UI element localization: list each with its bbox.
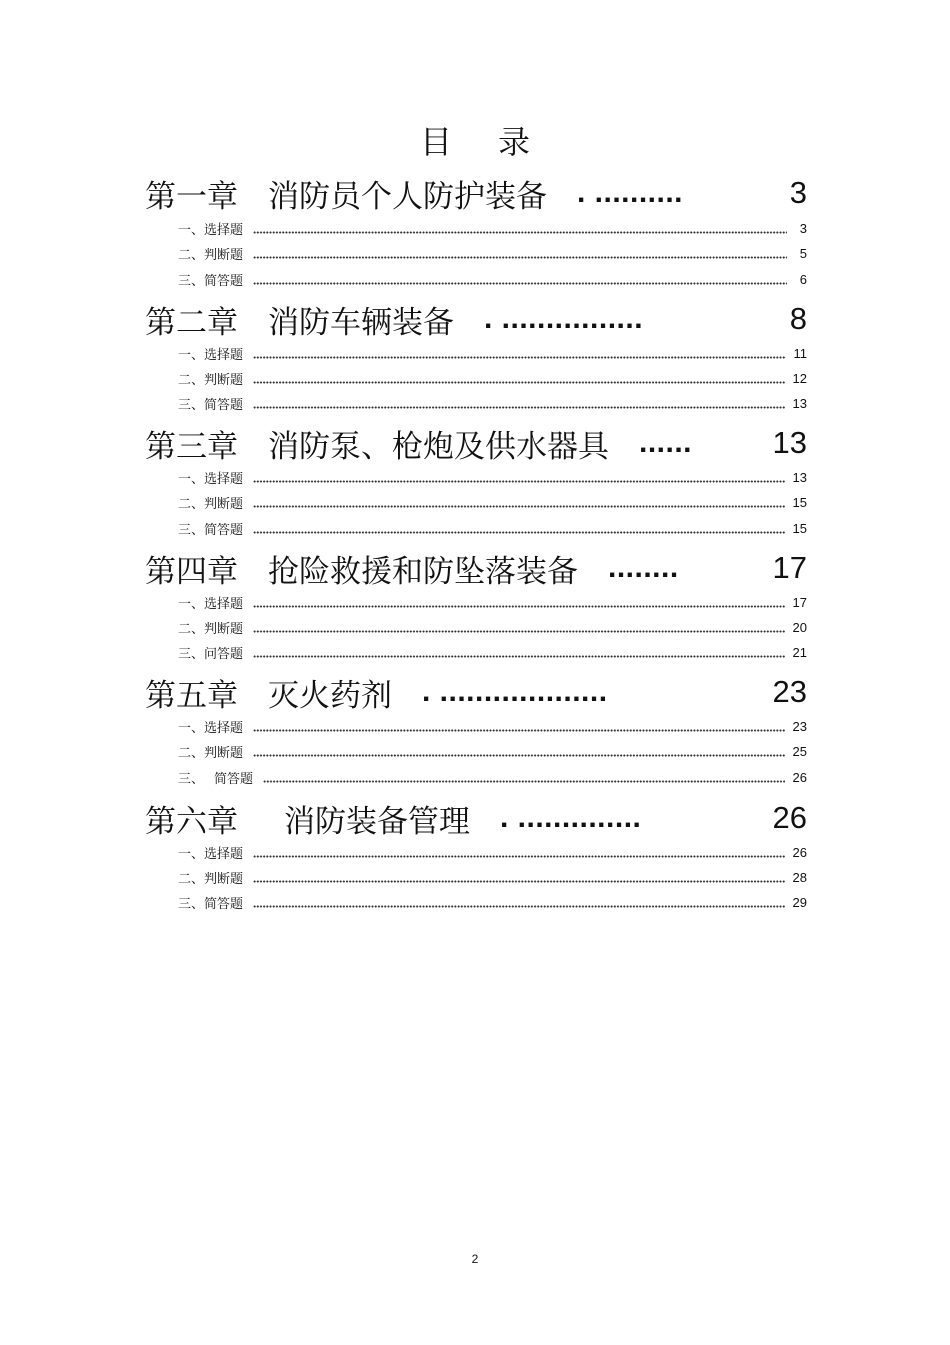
dot-leader [253,621,785,633]
toc-section[interactable] [178,617,807,637]
toc-section[interactable] [178,842,807,862]
dot-leader [253,247,787,259]
section-label: 一、选择题 [178,471,244,487]
section-label: 二、判断题 [178,372,244,388]
toc-section[interactable] [178,767,807,787]
section-label: 三、简答题 [178,522,244,538]
dot-leader [253,596,785,608]
toc-section[interactable] [178,592,807,612]
section-label-prefix: 三、 [178,771,205,787]
toc-section[interactable] [178,269,807,289]
chapter-page: 13 [772,425,807,460]
dot-leader [253,273,787,285]
chapter-number: 第五章 [145,677,238,714]
toc-chapter-2[interactable] [145,299,807,339]
section-page: 13 [792,395,807,411]
section-page: 12 [792,370,807,386]
chapter-title: 消防装备管理 [284,803,470,840]
section-page: 13 [792,469,807,485]
section-label: 三、简答题 [178,896,244,912]
toc-section[interactable] [178,518,807,538]
section-label: 二、判断题 [178,871,244,887]
dot-leader [253,896,785,908]
dot-leader [263,771,785,783]
section-page: 6 [799,271,807,287]
chapter-leader: . .............. [500,801,642,834]
section-label: 二、判断题 [178,745,244,761]
chapter-title: 消防泵、枪炮及供水器具 [268,428,609,465]
section-page: 5 [799,245,807,261]
dot-leader [253,646,785,658]
section-page: 15 [792,494,807,510]
page-number: 2 [471,1252,479,1266]
dot-leader [253,871,785,883]
chapter-title: 抢险救援和防坠落装备 [268,553,578,590]
section-label: 三、简答题 [178,397,244,413]
section-label: 一、选择题 [178,347,244,363]
section-page: 15 [792,520,807,536]
chapter-title: 消防车辆装备 [268,304,454,341]
toc-section[interactable] [178,741,807,761]
dot-leader [253,222,787,234]
toc-section[interactable] [178,892,807,912]
chapter-page: 3 [789,175,807,210]
chapter-number: 第六章 [145,803,238,840]
toc-chapter-4[interactable] [145,548,807,588]
toc-section[interactable] [178,467,807,487]
section-label: 二、判断题 [178,496,244,512]
toc-title-char-1: 目 [419,123,452,161]
toc-section[interactable] [178,393,807,413]
section-label: 二、判断题 [178,621,244,637]
toc-section[interactable] [178,368,807,388]
section-label: 三、简答题 [178,273,244,289]
dot-leader [253,496,785,508]
toc-chapter-3[interactable] [145,423,807,463]
toc-section[interactable] [178,243,807,263]
dot-leader [253,720,785,732]
chapter-leader: ........ [608,551,679,584]
section-page: 20 [792,619,807,635]
dot-leader [253,522,785,534]
section-page: 29 [792,894,807,910]
section-page: 28 [792,869,807,885]
section-label: 三、问答题 [178,646,244,662]
dot-leader [253,846,785,858]
section-page: 26 [792,844,807,860]
toc-chapter-5[interactable] [145,672,807,712]
section-label: 一、选择题 [178,222,244,238]
dot-leader [253,471,785,483]
toc-section[interactable] [178,492,807,512]
toc-section[interactable] [178,716,807,736]
chapter-leader: . .......... [577,176,684,209]
chapter-number: 第三章 [145,428,238,465]
section-page: 26 [792,769,807,785]
section-page: 21 [792,644,807,660]
chapter-leader: . ................ [484,302,644,335]
section-label: 一、选择题 [178,846,244,862]
chapter-title: 消防员个人防护装备 [268,178,547,215]
chapter-page: 23 [772,674,807,709]
section-label: 一、选择题 [178,720,244,736]
toc-section[interactable] [178,867,807,887]
section-label-text: 简答题 [214,771,254,787]
dot-leader [253,397,785,409]
dot-leader [253,372,785,384]
chapter-title: 灭火药剂 [268,677,392,714]
dot-leader [253,745,785,757]
section-page: 17 [792,594,807,610]
toc-section[interactable] [178,343,807,363]
section-label [178,768,253,787]
toc-chapter-1[interactable] [145,173,807,213]
chapter-number: 第四章 [145,553,238,590]
section-label: 一、选择题 [178,596,244,612]
toc-title [0,122,950,162]
section-page: 25 [792,743,807,759]
chapter-number: 第二章 [145,304,238,341]
section-label: 二、判断题 [178,247,244,263]
toc-section[interactable] [178,218,807,238]
section-page: 3 [799,220,807,236]
chapter-page: 17 [772,550,807,585]
chapter-number: 第一章 [145,178,238,215]
toc-chapter-6[interactable] [145,798,807,838]
dot-leader [253,347,785,359]
section-page: 23 [792,718,807,734]
section-page: 11 [793,345,807,361]
toc-section[interactable] [178,642,807,662]
chapter-leader: . ................... [422,675,608,708]
chapter-page: 26 [772,800,807,835]
chapter-leader: ...... [639,426,693,459]
toc-title-char-2: 录 [498,123,531,161]
chapter-page: 8 [789,301,807,336]
